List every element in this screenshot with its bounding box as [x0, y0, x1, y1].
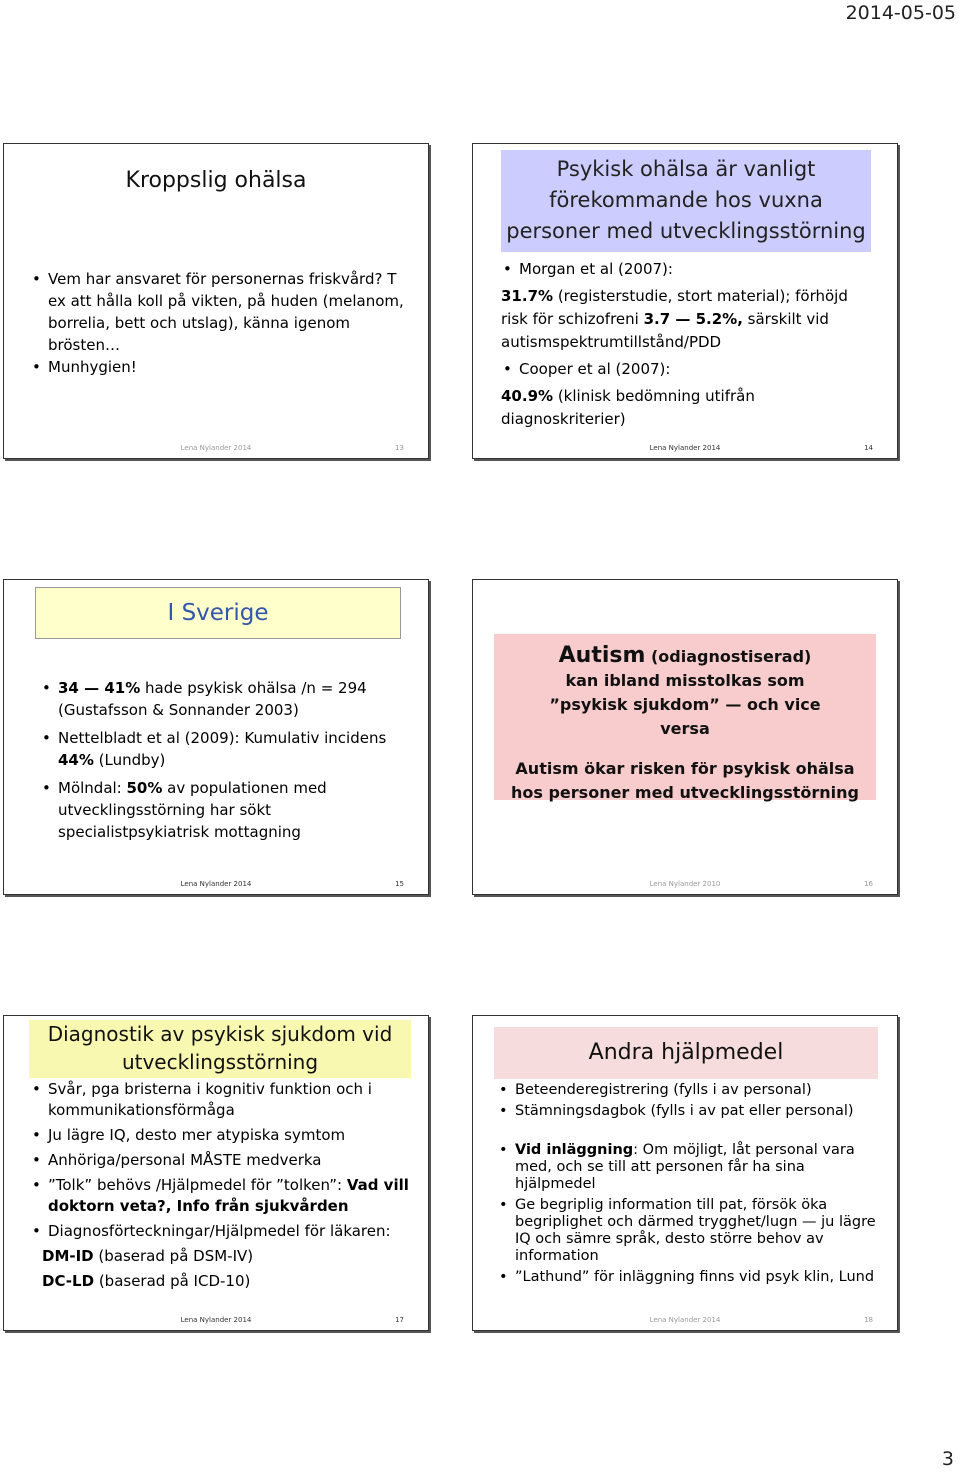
bullet-list — [30, 1079, 414, 1292]
slide-title: I Sverige — [35, 587, 401, 639]
slide-number: 16 — [864, 880, 873, 888]
bullet-item: • Ge begriplig information till pat, försök öka begriplighet och därmed trygghet/lugn — ju lägre IQ och sämre språk, desto större behov av information — [497, 1197, 877, 1265]
bullet-text: : Om möjligt, låt personal vara med, och se till att personen får ha sina hjälpmedel — [515, 1142, 855, 1192]
bullet-item — [40, 727, 410, 771]
bullet-text: av populationen med utvecklingsstörning har sökt specialistpsykiatrisk mottagning — [58, 779, 327, 841]
paragraph-text: särskilt vid autismspektrumtillstånd/PDD — [501, 310, 829, 351]
footer-author: Lena Nylander 2014 — [180, 1316, 252, 1324]
bullet-text: (Lundby) — [93, 751, 166, 769]
bullet-item — [497, 1142, 877, 1193]
bullet-item: • Morgan et al (2007): — [501, 258, 871, 281]
highlight-box — [494, 634, 876, 800]
paragraph-text: (klinisk bedömning utifrån diagnoskriterier) — [501, 387, 755, 428]
footer-author: Lena Nylander 2014 — [649, 444, 721, 452]
slide-title: Kroppslig ohälsa — [125, 168, 307, 193]
bullet-text: ”Tolk” behövs /Hjälpmedel för ”tolken”: — [48, 1176, 347, 1194]
manual-name: DC-LD — [42, 1272, 95, 1290]
bullet-item: • Anhöriga/personal MÅSTE medverka — [30, 1150, 414, 1171]
slide-title: Psykisk ohälsa är vanligt förekommande hos vuxna personer med utvecklingsstörning — [501, 150, 871, 252]
bullet-item: • Svår, pga bristerna i kognitiv funktion och i kommunikationsförmåga — [30, 1079, 414, 1121]
bullet-item: • Beteenderegistrering (fylls i av personal) — [497, 1082, 877, 1099]
bullet-item: • Cooper et al (2007): — [501, 358, 871, 381]
slide-13 — [3, 143, 429, 459]
slide-number: 17 — [395, 1316, 404, 1324]
box-line: kan ibland misstolkas som ”psykisk sjukdom” — och vice versa — [549, 671, 821, 738]
bullet-text: Nettelbladt et al (2009): Kumulativ incidens — [58, 729, 387, 747]
bullet-item: • Vem har ansvaret för personernas friskvård? T ex att hålla koll på vikten, på huden (melanom, borrelia, bett och utslag), känna igenom brösten… — [30, 268, 410, 356]
slide-number: 14 — [864, 444, 873, 452]
footer-author: Lena Nylander 2014 — [649, 1316, 721, 1324]
paragraph-text: (registerstudie, stort material); förhöjd risk för schizofreni — [501, 287, 848, 328]
page-number: 3 — [941, 1448, 954, 1470]
footer-author: Lena Nylander 2014 — [180, 880, 252, 888]
bullet-item — [40, 677, 410, 721]
box-line — [494, 644, 876, 669]
bullet-item: • Stämningsdagbok (fylls i av pat eller personal) — [497, 1103, 877, 1120]
stat-value: 34 — 41% — [58, 679, 141, 697]
box-line: Autism ökar risken för psykisk ohälsa hos personer med utvecklingsstörning — [511, 759, 859, 802]
slide-number: 15 — [395, 880, 404, 888]
bullet-item — [30, 1175, 414, 1217]
bullet-text: hade psykisk ohälsa /n = 294 (Gustafsson & Sonnander 2003) — [58, 679, 367, 719]
stat-value: 40.9% — [501, 387, 554, 405]
slide-body — [501, 258, 871, 431]
slide-number: 13 — [395, 444, 404, 452]
stat-value: 31.7% — [501, 287, 554, 305]
manual-desc: (baserad på DSM-IV) — [93, 1247, 254, 1265]
bullet-emphasis: Vad vill doktorn veta?, Info från sjukvården — [48, 1176, 409, 1215]
bullet-item: • Diagnosförteckningar/Hjälpmedel för läkaren: — [30, 1221, 414, 1242]
bullet-emphasis: Vid inläggning — [515, 1142, 634, 1158]
bullet-list — [40, 677, 410, 843]
bullet-list — [497, 1082, 877, 1290]
stat-value: 3.7 — 5.2%, — [643, 310, 743, 328]
stat-value: 50% — [126, 779, 163, 797]
slide-title: Andra hjälpmedel — [494, 1027, 878, 1079]
stat-value: 44% — [58, 751, 94, 769]
slide-number: 18 — [864, 1316, 873, 1324]
slide-15 — [3, 579, 429, 895]
manual-name: DM-ID — [42, 1247, 94, 1265]
footer-author: Lena Nylander 2014 — [180, 444, 252, 452]
box-heading: Autism — [558, 643, 646, 668]
slide-14 — [472, 143, 898, 459]
bullet-item: • ”Lathund” för inläggning finns vid psyk klin, Lund — [497, 1269, 877, 1286]
paragraph — [501, 385, 871, 431]
slide-title: Diagnostik av psykisk sjukdom vid utvecklingsstörning — [29, 1020, 411, 1078]
box-text: (odiagnostiserad) — [645, 647, 812, 666]
slide-16 — [472, 579, 898, 895]
slide-18 — [472, 1015, 898, 1331]
bullet-text: Mölndal: — [58, 779, 127, 797]
sub-line — [30, 1246, 414, 1267]
paragraph — [501, 285, 871, 354]
sub-line — [30, 1271, 414, 1292]
manual-desc: (baserad på ICD-10) — [94, 1272, 251, 1290]
bullet-item: • Munhygien! — [30, 356, 410, 378]
bullet-list — [30, 268, 410, 378]
bullet-item: • Ju lägre IQ, desto mer atypiska symtom — [30, 1125, 414, 1146]
page-date: 2014-05-05 — [845, 2, 956, 24]
slide-17 — [3, 1015, 429, 1331]
footer-author: Lena Nylander 2010 — [649, 880, 721, 888]
bullet-item — [40, 777, 410, 843]
